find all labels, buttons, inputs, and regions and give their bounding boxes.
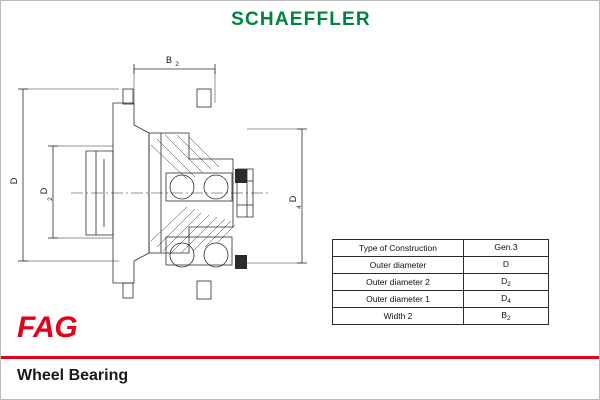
dim-label-D2-sub: 2 xyxy=(47,197,54,201)
row-value xyxy=(464,308,549,325)
row-value-sub: 2 xyxy=(507,281,511,288)
stud-bottom-1 xyxy=(123,283,133,298)
row-label: Width 2 xyxy=(333,308,464,325)
dim-label-B2: B xyxy=(165,55,173,65)
fag-logo: FAG xyxy=(17,311,78,344)
row-label: Type of Construction xyxy=(333,240,464,257)
dim-label-D4: D xyxy=(288,195,298,203)
stud-top-1 xyxy=(123,89,133,104)
row-label: Outer diameter 2 xyxy=(333,274,464,291)
row-value xyxy=(464,274,549,291)
ball-top-2 xyxy=(204,175,228,199)
table-row xyxy=(333,291,549,308)
dim-label-D4-sub: 4 xyxy=(296,205,303,209)
row-value-text: Gen.3 xyxy=(494,242,518,252)
stud-top-2 xyxy=(197,89,211,107)
row-label: Outer diameter 1 xyxy=(333,291,464,308)
row-value-sub: 4 xyxy=(507,298,511,305)
footer-product-title: Wheel Bearing xyxy=(17,367,129,384)
wheel-bearing-drawing xyxy=(1,41,331,331)
row-value-text: D xyxy=(501,293,508,303)
ball-bottom-1 xyxy=(170,243,194,267)
table-row xyxy=(333,240,549,257)
row-value-text: D xyxy=(502,259,510,269)
row-value-sub: 2 xyxy=(507,315,511,322)
dim-label-D: D xyxy=(9,177,19,185)
ball-top-1 xyxy=(170,175,194,199)
row-value xyxy=(464,291,549,308)
stud-bottom-2 xyxy=(197,281,211,299)
row-value xyxy=(464,240,549,257)
seal-top xyxy=(235,169,247,183)
dim-label-D2: D xyxy=(39,187,49,195)
seal-bottom xyxy=(235,255,247,269)
dim-label-B2-sub: 2 xyxy=(175,61,179,68)
row-value-text: D xyxy=(501,276,508,286)
table-row xyxy=(333,274,549,291)
row-value xyxy=(464,257,549,274)
raceway-bottom xyxy=(166,237,232,265)
footer-divider xyxy=(1,356,600,359)
ball-bottom-2 xyxy=(204,243,228,267)
schaeffler-brand-title: SCHAEFFLER xyxy=(231,9,371,30)
row-label: Outer diameter xyxy=(333,257,464,274)
specification-table xyxy=(332,239,549,325)
row-value-text: B xyxy=(501,310,508,320)
raceway-top xyxy=(166,173,232,201)
table-row xyxy=(333,308,549,325)
table-row xyxy=(333,257,549,274)
